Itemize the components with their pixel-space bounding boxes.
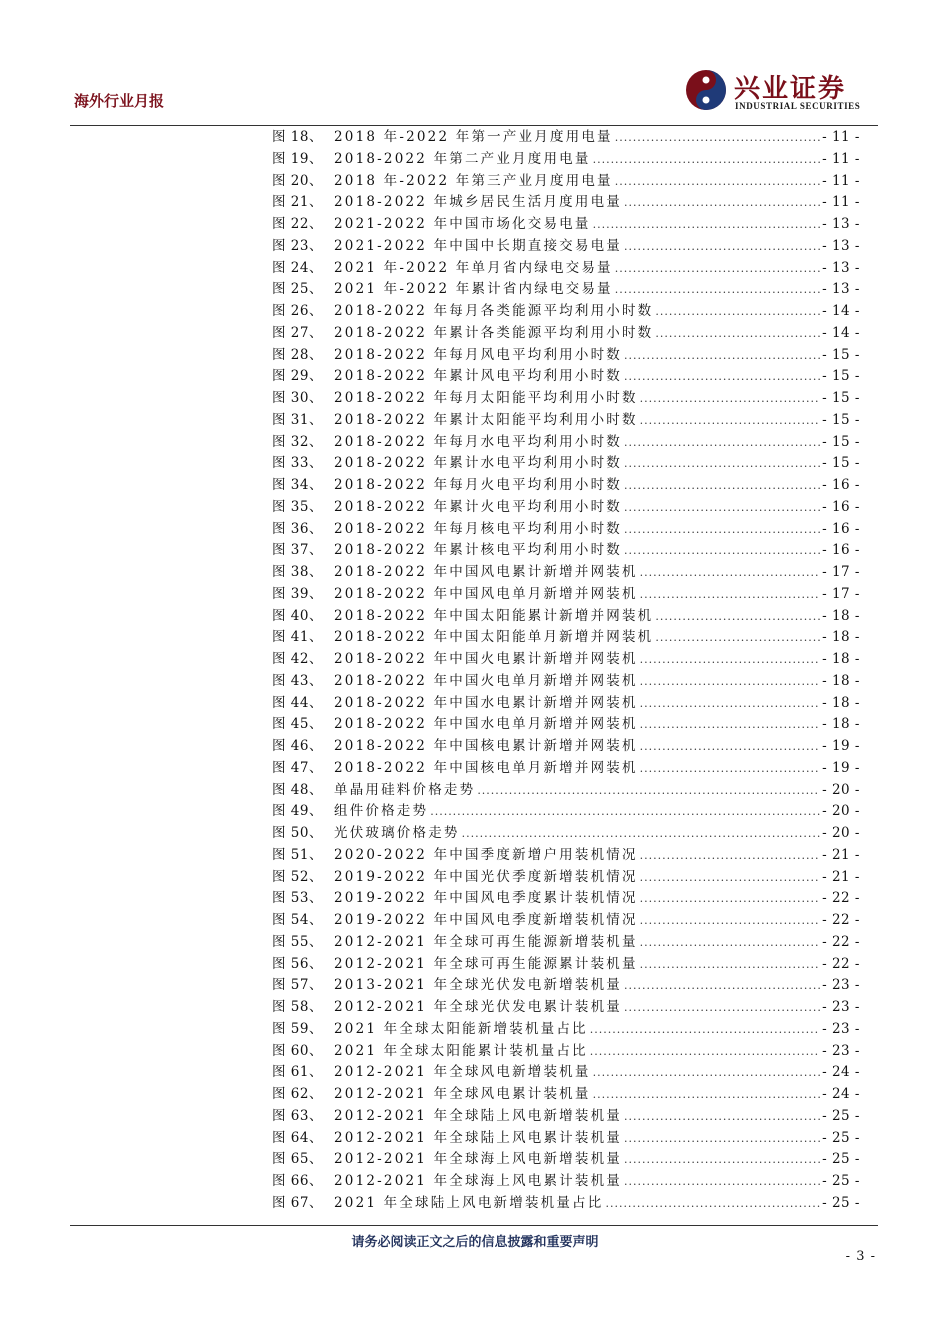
toc-dot-leader xyxy=(624,519,820,541)
toc-figure-label: 图 49、 xyxy=(272,803,323,820)
toc-page-number: - 19 - xyxy=(822,759,860,776)
toc-page-number: - 17 - xyxy=(822,564,860,580)
toc-entry[interactable] xyxy=(272,627,860,649)
toc-figure-label: 图 61、 xyxy=(272,1064,323,1081)
toc-dot-leader xyxy=(624,997,820,1019)
toc-figure-title: 2013-2021 年全球光伏发电新增装机量 xyxy=(334,977,622,994)
toc-dot-leader xyxy=(624,975,820,997)
toc-page-number: - 22 - xyxy=(822,912,860,928)
toc-dot-leader xyxy=(624,1106,820,1128)
toc-page-number: - 15 - xyxy=(822,455,860,472)
toc-entry[interactable] xyxy=(272,475,860,497)
toc-figure-label: 图 22、 xyxy=(272,216,323,232)
toc-figure-label: 图 51、 xyxy=(272,846,323,863)
toc-dot-leader xyxy=(593,1084,821,1106)
toc-entry[interactable] xyxy=(272,1171,860,1193)
toc-entry[interactable] xyxy=(272,1019,860,1041)
toc-dot-leader xyxy=(590,1019,820,1041)
toc-entry[interactable] xyxy=(272,997,860,1019)
toc-figure-title: 2012-2021 年全球海上风电新增装机量 xyxy=(334,1151,622,1168)
toc-entry[interactable] xyxy=(272,758,860,780)
footer-disclaimer: 请务必阅读正文之后的信息披露和重要声明 xyxy=(351,1235,599,1250)
toc-page-number: - 25 - xyxy=(822,1194,860,1211)
toc-page-number: - 16 - xyxy=(822,520,860,537)
toc-entry[interactable] xyxy=(272,736,860,758)
toc-page-number: - 22 - xyxy=(822,890,860,907)
toc-figure-title: 2018-2022 年每月水电平均利用小时数 xyxy=(334,433,622,450)
toc-dot-leader xyxy=(624,1128,820,1150)
toc-entry[interactable] xyxy=(272,1062,860,1084)
toc-figure-label: 图 37、 xyxy=(272,542,323,559)
toc-figure-label: 图 23、 xyxy=(272,237,323,254)
toc-dot-leader xyxy=(640,867,820,889)
toc-figure-label: 图 57、 xyxy=(272,977,323,994)
toc-entry[interactable] xyxy=(272,301,860,323)
toc-figure-title: 2018-2022 年每月火电平均利用小时数 xyxy=(334,477,622,493)
toc-entry[interactable] xyxy=(272,823,860,845)
toc-page-number: - 17 - xyxy=(822,585,860,602)
toc-figure-title: 2012-2021 年全球风电新增装机量 xyxy=(334,1064,591,1081)
header-divider xyxy=(70,125,878,126)
toc-page-number: - 23 - xyxy=(822,977,860,994)
toc-page-number: - 13 - xyxy=(822,281,860,298)
toc-figure-title: 2012-2021 年全球光伏发电累计装机量 xyxy=(334,999,622,1015)
toc-dot-leader xyxy=(615,258,820,280)
toc-figure-title: 2018-2022 年中国太阳能累计新增并网装机 xyxy=(334,607,654,624)
toc-page-number: - 23 - xyxy=(822,1042,860,1059)
toc-entry[interactable] xyxy=(272,497,860,519)
toc-dot-leader xyxy=(624,475,820,497)
toc-figure-title: 2018-2022 年中国水电单月新增并网装机 xyxy=(334,716,638,733)
toc-entry[interactable] xyxy=(272,388,860,410)
toc-page-number: - 16 - xyxy=(822,498,860,515)
toc-dot-leader xyxy=(615,127,820,149)
toc-figure-title: 2021-2022 年中国市场化交易电量 xyxy=(334,216,591,232)
toc-figure-label: 图 55、 xyxy=(272,933,323,950)
toc-page-number: - 25 - xyxy=(822,1107,860,1124)
toc-dot-leader xyxy=(624,497,820,519)
toc-figure-label: 图 30、 xyxy=(272,390,323,406)
toc-figure-label: 图 34、 xyxy=(272,477,323,493)
toc-page-number: - 15 - xyxy=(822,346,860,363)
toc-figure-title: 2018-2022 年中国水电累计新增并网装机 xyxy=(334,694,638,711)
toc-figure-label: 图 48、 xyxy=(272,781,323,798)
toc-entry[interactable] xyxy=(272,519,860,541)
toc-figure-title: 2018-2022 年中国核电累计新增并网装机 xyxy=(334,738,638,754)
toc-dot-leader xyxy=(640,410,820,432)
toc-figure-label: 图 67、 xyxy=(272,1194,323,1211)
toc-figure-label: 图 58、 xyxy=(272,999,323,1015)
toc-page-number: - 21 - xyxy=(822,846,860,863)
toc-figure-title: 2021 年全球太阳能新增装机量占比 xyxy=(334,1020,588,1037)
toc-figure-title: 2018-2022 年每月风电平均利用小时数 xyxy=(334,346,622,363)
toc-figure-label: 图 28、 xyxy=(272,346,323,363)
toc-entry[interactable] xyxy=(272,1128,860,1150)
toc-dot-leader xyxy=(593,214,821,236)
toc-page-number: - 15 - xyxy=(822,368,860,385)
toc-page-number: - 13 - xyxy=(822,259,860,276)
toc-figure-title: 2018-2022 年累计太阳能平均利用小时数 xyxy=(334,411,638,428)
toc-figure-title: 2018-2022 年每月核电平均利用小时数 xyxy=(334,520,622,537)
toc-page-number: - 24 - xyxy=(822,1086,860,1102)
toc-page-number: - 15 - xyxy=(822,390,860,406)
toc-page-number: - 11 - xyxy=(822,129,860,145)
toc-page-number: - 20 - xyxy=(822,781,860,798)
toc-dot-leader xyxy=(655,301,820,323)
toc-page-number: - 18 - xyxy=(822,607,860,624)
toc-figure-label: 图 29、 xyxy=(272,368,323,385)
toc-figure-title: 2019-2022 年中国风电季度新增装机情况 xyxy=(334,912,638,928)
toc-entry[interactable] xyxy=(272,214,860,236)
toc-figure-title: 2018-2022 年每月太阳能平均利用小时数 xyxy=(334,390,638,406)
toc-page-number: - 14 - xyxy=(822,303,860,319)
toc-figure-label: 图 42、 xyxy=(272,651,323,667)
toc-entry[interactable] xyxy=(272,714,860,736)
toc-dot-leader xyxy=(462,823,821,845)
toc-dot-leader xyxy=(640,693,820,715)
toc-figure-label: 图 36、 xyxy=(272,520,323,537)
toc-page-number: - 25 - xyxy=(822,1129,860,1146)
toc-figure-title: 2018-2022 年累计水电平均利用小时数 xyxy=(334,455,622,472)
toc-figure-title: 2012-2021 年全球陆上风电新增装机量 xyxy=(334,1107,622,1124)
toc-figure-label: 图 44、 xyxy=(272,694,323,711)
footer-divider xyxy=(70,1225,878,1226)
toc-figure-label: 图 41、 xyxy=(272,629,323,646)
toc-entry[interactable] xyxy=(272,801,860,823)
toc-dot-leader xyxy=(624,1171,820,1193)
toc-figure-label: 图 64、 xyxy=(272,1129,323,1146)
toc-figure-title: 2018-2022 年累计核电平均利用小时数 xyxy=(334,542,622,559)
company-logo xyxy=(684,68,876,116)
toc-entry[interactable] xyxy=(272,453,860,475)
toc-entry[interactable] xyxy=(272,932,860,954)
toc-figure-title: 2018-2022 年第二产业月度用电量 xyxy=(334,150,591,167)
toc-page-number: - 19 - xyxy=(822,738,860,754)
toc-page-number: - 18 - xyxy=(822,629,860,646)
toc-figure-label: 图 39、 xyxy=(272,585,323,602)
toc-dot-leader xyxy=(477,780,820,802)
toc-entry[interactable] xyxy=(272,127,860,149)
logo-emblem-icon xyxy=(684,68,728,112)
toc-figure-label: 图 25、 xyxy=(272,281,323,298)
toc-dot-leader xyxy=(640,845,820,867)
toc-entry[interactable] xyxy=(272,867,860,889)
toc-figure-label: 图 53、 xyxy=(272,890,323,907)
toc-page-number: - 11 - xyxy=(822,194,860,211)
toc-dot-leader xyxy=(615,171,820,193)
toc-dot-leader xyxy=(640,562,820,584)
toc-figure-label: 图 21、 xyxy=(272,194,323,211)
toc-figure-title: 2018-2022 年中国风电单月新增并网装机 xyxy=(334,585,638,602)
toc-entry[interactable] xyxy=(272,171,860,193)
toc-page-number: - 18 - xyxy=(822,672,860,689)
toc-entry[interactable] xyxy=(272,954,860,976)
toc-page-number: - 22 - xyxy=(822,933,860,950)
toc-figure-title: 2018-2022 年累计各类能源平均利用小时数 xyxy=(334,324,654,341)
page-number: - 3 - xyxy=(845,1249,876,1264)
toc-figure-label: 图 27、 xyxy=(272,324,323,341)
toc-dot-leader xyxy=(655,606,820,628)
toc-entry[interactable] xyxy=(272,1106,860,1128)
toc-figure-title: 单晶用硅料价格走势 xyxy=(334,781,476,798)
toc-dot-leader xyxy=(624,366,820,388)
toc-dot-leader xyxy=(640,910,820,932)
toc-figure-label: 图 62、 xyxy=(272,1086,323,1102)
toc-figure-label: 图 38、 xyxy=(272,564,323,580)
toc-figure-title: 2021 年全球太阳能累计装机量占比 xyxy=(334,1042,588,1059)
toc-dot-leader xyxy=(624,432,820,454)
toc-entry[interactable] xyxy=(272,671,860,693)
toc-entry[interactable] xyxy=(272,540,860,562)
toc-page-number: - 14 - xyxy=(822,324,860,341)
toc-entry[interactable] xyxy=(272,1193,860,1215)
toc-figure-title: 2012-2021 年全球可再生能源新增装机量 xyxy=(334,933,638,950)
toc-page-number: - 23 - xyxy=(822,1020,860,1037)
toc-figure-title: 2018-2022 年中国风电累计新增并网装机 xyxy=(334,564,638,580)
toc-entry[interactable] xyxy=(272,1084,860,1106)
toc-dot-leader xyxy=(624,540,820,562)
toc-dot-leader xyxy=(624,192,820,214)
toc-dot-leader xyxy=(624,453,820,475)
toc-entry[interactable] xyxy=(272,888,860,910)
toc-figure-label: 图 26、 xyxy=(272,303,323,319)
toc-figure-title: 组件价格走势 xyxy=(334,803,429,820)
toc-entry[interactable] xyxy=(272,345,860,367)
toc-figure-title: 2018-2022 年累计火电平均利用小时数 xyxy=(334,498,622,515)
toc-figure-label: 图 18、 xyxy=(272,129,323,145)
toc-dot-leader xyxy=(640,888,820,910)
toc-dot-leader xyxy=(624,345,820,367)
toc-figure-label: 图 20、 xyxy=(272,172,323,189)
toc-figure-title: 2018-2022 年每月各类能源平均利用小时数 xyxy=(334,303,654,319)
toc-figure-label: 图 35、 xyxy=(272,498,323,515)
toc-page-number: - 13 - xyxy=(822,237,860,254)
logo-name-cn: 兴业证券 xyxy=(734,74,847,104)
toc-page-number: - 24 - xyxy=(822,1064,860,1081)
toc-entry[interactable] xyxy=(272,323,860,345)
toc-figure-label: 图 50、 xyxy=(272,825,323,841)
toc-entry[interactable] xyxy=(272,562,860,584)
toc-figure-label: 图 24、 xyxy=(272,259,323,276)
toc-entry[interactable] xyxy=(272,410,860,432)
toc-figure-title: 2012-2021 年全球海上风电累计装机量 xyxy=(334,1173,622,1189)
toc-figure-label: 图 59、 xyxy=(272,1020,323,1037)
toc-entry[interactable] xyxy=(272,279,860,301)
toc-dot-leader xyxy=(640,932,820,954)
toc-figure-label: 图 19、 xyxy=(272,150,323,167)
logo-name-en: INDUSTRIAL SECURITIES xyxy=(735,101,861,111)
toc-page-number: - 18 - xyxy=(822,651,860,667)
toc-entry[interactable] xyxy=(272,845,860,867)
toc-page-number: - 16 - xyxy=(822,542,860,559)
toc-figure-title: 2021 年全球陆上风电新增装机量占比 xyxy=(334,1194,604,1211)
toc-page-number: - 25 - xyxy=(822,1173,860,1189)
toc-figure-label: 图 47、 xyxy=(272,759,323,776)
toc-page-number: - 15 - xyxy=(822,433,860,450)
toc-dot-leader xyxy=(640,954,820,976)
toc-figure-title: 2018 年-2022 年第一产业月度用电量 xyxy=(334,129,613,145)
toc-figure-label: 图 60、 xyxy=(272,1042,323,1059)
toc-entry[interactable] xyxy=(272,366,860,388)
toc-figure-label: 图 63、 xyxy=(272,1107,323,1124)
toc-page-number: - 11 - xyxy=(822,150,860,167)
toc-figure-title: 2018-2022 年中国核电单月新增并网装机 xyxy=(334,759,638,776)
toc-dot-leader xyxy=(640,388,820,410)
toc-dot-leader xyxy=(605,1193,820,1215)
toc-dot-leader xyxy=(655,627,820,649)
toc-entry[interactable] xyxy=(272,258,860,280)
toc-dot-leader xyxy=(430,801,820,823)
toc-dot-leader xyxy=(640,649,820,671)
report-type-title: 海外行业月报 xyxy=(74,92,165,110)
toc-page-number: - 20 - xyxy=(822,803,860,820)
toc-dot-leader xyxy=(624,236,820,258)
toc-figure-title: 2012-2021 年全球可再生能源累计装机量 xyxy=(334,955,638,972)
toc-dot-leader xyxy=(590,1041,820,1063)
toc-page-number: - 11 - xyxy=(822,172,860,189)
toc-dot-leader xyxy=(640,584,820,606)
toc-entry[interactable] xyxy=(272,432,860,454)
toc-entry[interactable] xyxy=(272,584,860,606)
toc-dot-leader xyxy=(615,279,820,301)
toc-page-number: - 23 - xyxy=(822,999,860,1015)
toc-figure-title: 2019-2022 年中国光伏季度新增装机情况 xyxy=(334,868,638,885)
toc-figure-title: 2018-2022 年中国太阳能单月新增并网装机 xyxy=(334,629,654,646)
toc-page-number: - 21 - xyxy=(822,868,860,885)
toc-figure-label: 图 33、 xyxy=(272,455,323,472)
toc-figure-title: 2012-2021 年全球陆上风电累计装机量 xyxy=(334,1129,622,1146)
toc-figure-title: 2021 年-2022 年累计省内绿电交易量 xyxy=(334,281,613,298)
toc-dot-leader xyxy=(640,736,820,758)
toc-figure-title: 光伏玻璃价格走势 xyxy=(334,825,460,841)
toc-figure-title: 2018-2022 年累计风电平均利用小时数 xyxy=(334,368,622,385)
toc-figure-label: 图 66、 xyxy=(272,1173,323,1189)
toc-dot-leader xyxy=(624,1149,820,1171)
toc-figure-label: 图 46、 xyxy=(272,738,323,754)
toc-entry[interactable] xyxy=(272,606,860,628)
toc-figure-title: 2012-2021 年全球风电累计装机量 xyxy=(334,1086,591,1102)
toc-dot-leader xyxy=(640,671,820,693)
toc-figure-label: 图 31、 xyxy=(272,411,323,428)
toc-figure-label: 图 65、 xyxy=(272,1151,323,1168)
toc-entry[interactable] xyxy=(272,149,860,171)
toc-figure-title: 2018 年-2022 年第三产业月度用电量 xyxy=(334,172,613,189)
toc-entry[interactable] xyxy=(272,1149,860,1171)
toc-figure-title: 2018-2022 年城乡居民生活月度用电量 xyxy=(334,194,622,211)
toc-dot-leader xyxy=(593,149,821,171)
toc-figure-label: 图 43、 xyxy=(272,672,323,689)
toc-entry[interactable] xyxy=(272,693,860,715)
toc-page-number: - 25 - xyxy=(822,1151,860,1168)
toc-page-number: - 16 - xyxy=(822,477,860,493)
toc-figure-title: 2018-2022 年中国火电单月新增并网装机 xyxy=(334,672,638,689)
toc-figure-label: 图 52、 xyxy=(272,868,323,885)
toc-figure-title: 2019-2022 年中国风电季度累计装机情况 xyxy=(334,890,638,907)
toc-dot-leader xyxy=(655,323,820,345)
toc-page-number: - 15 - xyxy=(822,411,860,428)
toc-entry[interactable] xyxy=(272,1041,860,1063)
toc-page-number: - 20 - xyxy=(822,825,860,841)
toc-figure-label: 图 32、 xyxy=(272,433,323,450)
toc-page-number: - 13 - xyxy=(822,216,860,232)
toc-figure-title: 2021 年-2022 年单月省内绿电交易量 xyxy=(334,259,613,276)
toc-figure-label: 图 40、 xyxy=(272,607,323,624)
toc-figure-label: 图 56、 xyxy=(272,955,323,972)
toc-entry[interactable] xyxy=(272,649,860,671)
toc-page-number: - 18 - xyxy=(822,716,860,733)
toc-dot-leader xyxy=(640,714,820,736)
toc-entry[interactable] xyxy=(272,236,860,258)
toc-dot-leader xyxy=(593,1062,821,1084)
toc-entry[interactable] xyxy=(272,780,860,802)
toc-figure-label: 图 45、 xyxy=(272,716,323,733)
figure-index-list xyxy=(272,127,860,1215)
toc-dot-leader xyxy=(640,758,820,780)
toc-page-number: - 22 - xyxy=(822,955,860,972)
toc-entry[interactable] xyxy=(272,192,860,214)
toc-entry[interactable] xyxy=(272,910,860,932)
toc-entry[interactable] xyxy=(272,975,860,997)
toc-figure-title: 2020-2022 年中国季度新增户用装机情况 xyxy=(334,846,638,863)
toc-figure-label: 图 54、 xyxy=(272,912,323,928)
toc-page-number: - 18 - xyxy=(822,694,860,711)
toc-figure-title: 2018-2022 年中国火电累计新增并网装机 xyxy=(334,651,638,667)
toc-figure-title: 2021-2022 年中国中长期直接交易电量 xyxy=(334,237,622,254)
